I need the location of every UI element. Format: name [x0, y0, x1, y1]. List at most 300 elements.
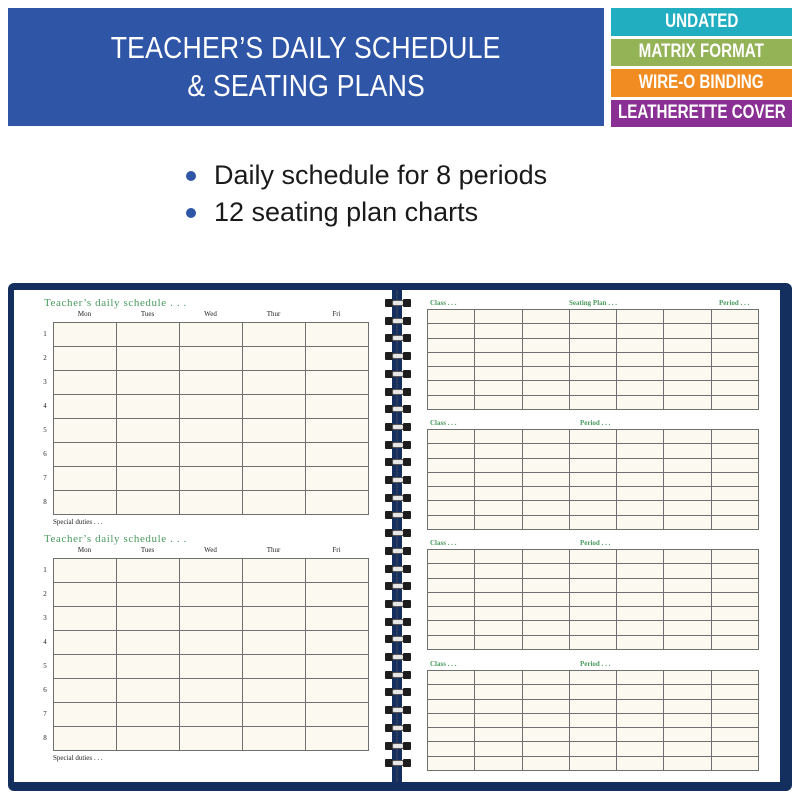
- seat-cell[interactable]: [711, 685, 758, 699]
- schedule-cell[interactable]: [243, 583, 306, 607]
- seat-cell[interactable]: [522, 444, 569, 458]
- seat-cell[interactable]: [475, 324, 522, 338]
- schedule-cell[interactable]: [54, 679, 117, 703]
- seat-cell[interactable]: [428, 458, 475, 472]
- schedule-cell[interactable]: [243, 467, 306, 491]
- seat-cell[interactable]: [569, 756, 616, 770]
- seat-cell[interactable]: [475, 338, 522, 352]
- seat-cell[interactable]: [711, 381, 758, 395]
- seat-cell[interactable]: [711, 310, 758, 324]
- seat-cell[interactable]: [428, 352, 475, 366]
- schedule-cell[interactable]: [117, 467, 180, 491]
- schedule-cell[interactable]: [306, 419, 369, 443]
- seat-cell[interactable]: [617, 338, 664, 352]
- schedule-cell[interactable]: [306, 347, 369, 371]
- badge-matrix-format: MATRIX FORMAT: [611, 39, 792, 67]
- period-number: 6: [43, 686, 47, 694]
- seat-cell[interactable]: [475, 367, 522, 381]
- schedule-cell[interactable]: [180, 679, 243, 703]
- seat-cell[interactable]: [617, 458, 664, 472]
- schedule-cell[interactable]: [117, 631, 180, 655]
- seat-cell[interactable]: [569, 607, 616, 621]
- seat-cell[interactable]: [569, 728, 616, 742]
- seat-cell[interactable]: [522, 578, 569, 592]
- seat-cell[interactable]: [711, 713, 758, 727]
- seat-cell[interactable]: [428, 592, 475, 606]
- product-title-banner: [8, 8, 604, 126]
- schedule-cell[interactable]: [54, 727, 117, 751]
- seat-cell[interactable]: [664, 607, 711, 621]
- seat-cell[interactable]: [664, 458, 711, 472]
- schedule-cell[interactable]: [306, 703, 369, 727]
- seat-cell[interactable]: [664, 592, 711, 606]
- seat-cell[interactable]: [475, 352, 522, 366]
- schedule-cell[interactable]: [243, 655, 306, 679]
- seat-cell[interactable]: [664, 367, 711, 381]
- seat-cell[interactable]: [617, 756, 664, 770]
- seat-cell[interactable]: [711, 756, 758, 770]
- binding-ring-icon: [385, 688, 411, 696]
- seat-cell[interactable]: [711, 564, 758, 578]
- seat-cell[interactable]: [428, 621, 475, 635]
- seat-cell[interactable]: [428, 395, 475, 409]
- schedule-cell[interactable]: [243, 491, 306, 515]
- seat-cell[interactable]: [664, 395, 711, 409]
- seat-cell[interactable]: [475, 635, 522, 649]
- seat-cell[interactable]: [617, 685, 664, 699]
- seat-cell[interactable]: [522, 607, 569, 621]
- seat-cell[interactable]: [522, 367, 569, 381]
- schedule-cell[interactable]: [117, 347, 180, 371]
- seat-cell[interactable]: [711, 324, 758, 338]
- seat-cell[interactable]: [569, 621, 616, 635]
- seat-cell[interactable]: [475, 607, 522, 621]
- period-number: 7: [43, 710, 47, 718]
- schedule-cell[interactable]: [54, 323, 117, 347]
- period-number: 7: [43, 474, 47, 482]
- binding-ring-icon: [385, 759, 411, 767]
- schedule-cell[interactable]: [180, 631, 243, 655]
- schedule-cell[interactable]: [306, 491, 369, 515]
- seat-cell[interactable]: [711, 458, 758, 472]
- schedule-grid: [53, 322, 369, 515]
- seat-cell[interactable]: [428, 685, 475, 699]
- seat-cell[interactable]: [569, 324, 616, 338]
- seat-cell[interactable]: [522, 592, 569, 606]
- schedule-cell[interactable]: [180, 419, 243, 443]
- seat-cell[interactable]: [475, 310, 522, 324]
- seat-cell[interactable]: [617, 472, 664, 486]
- seat-cell[interactable]: [522, 699, 569, 713]
- seat-cell[interactable]: [522, 713, 569, 727]
- schedule-cell[interactable]: [306, 395, 369, 419]
- seat-cell[interactable]: [617, 515, 664, 529]
- schedule-cell[interactable]: [54, 347, 117, 371]
- seat-cell[interactable]: [522, 472, 569, 486]
- seat-cell[interactable]: [711, 578, 758, 592]
- schedule-cell[interactable]: [54, 491, 117, 515]
- seat-cell[interactable]: [522, 352, 569, 366]
- schedule-cell[interactable]: [243, 679, 306, 703]
- schedule-cell[interactable]: [54, 443, 117, 467]
- seat-cell[interactable]: [522, 501, 569, 515]
- seat-cell[interactable]: [664, 699, 711, 713]
- seat-cell[interactable]: [475, 756, 522, 770]
- binding-ring-icon: [385, 529, 411, 537]
- seat-cell[interactable]: [711, 352, 758, 366]
- seat-cell[interactable]: [617, 487, 664, 501]
- seat-cell[interactable]: [569, 713, 616, 727]
- seat-cell[interactable]: [664, 515, 711, 529]
- seat-cell[interactable]: [569, 381, 616, 395]
- seat-cell[interactable]: [569, 472, 616, 486]
- seat-cell[interactable]: [522, 487, 569, 501]
- seat-cell[interactable]: [569, 501, 616, 515]
- seat-cell[interactable]: [428, 635, 475, 649]
- seat-cell[interactable]: [569, 458, 616, 472]
- seat-cell[interactable]: [475, 550, 522, 564]
- schedule-cell[interactable]: [306, 727, 369, 751]
- seat-cell[interactable]: [522, 671, 569, 685]
- schedule-cell[interactable]: [117, 491, 180, 515]
- seat-cell[interactable]: [475, 381, 522, 395]
- seat-cell[interactable]: [664, 564, 711, 578]
- seat-cell[interactable]: [617, 728, 664, 742]
- seat-cell[interactable]: [569, 395, 616, 409]
- seat-cell[interactable]: [428, 713, 475, 727]
- seating-plan-label: Seating Plan . . .: [569, 299, 618, 307]
- seat-cell[interactable]: [428, 367, 475, 381]
- period-label: Period . . .: [580, 539, 611, 547]
- seat-cell[interactable]: [522, 515, 569, 529]
- day-header: Fri: [332, 546, 341, 554]
- seat-cell[interactable]: [711, 728, 758, 742]
- schedule-cell[interactable]: [54, 703, 117, 727]
- seat-cell[interactable]: [711, 367, 758, 381]
- binding-ring-icon: [385, 476, 411, 484]
- schedule-cell[interactable]: [54, 631, 117, 655]
- seat-cell[interactable]: [664, 381, 711, 395]
- schedule-cell[interactable]: [180, 559, 243, 583]
- seat-cell[interactable]: [617, 671, 664, 685]
- seat-cell[interactable]: [475, 430, 522, 444]
- seat-cell[interactable]: [617, 607, 664, 621]
- seat-cell[interactable]: [522, 728, 569, 742]
- seat-cell[interactable]: [711, 444, 758, 458]
- seat-cell[interactable]: [522, 310, 569, 324]
- seat-cell[interactable]: [664, 324, 711, 338]
- schedule-cell[interactable]: [180, 655, 243, 679]
- seat-cell[interactable]: [475, 564, 522, 578]
- schedule-cell[interactable]: [180, 371, 243, 395]
- schedule-cell[interactable]: [54, 419, 117, 443]
- seat-cell[interactable]: [428, 699, 475, 713]
- seat-cell[interactable]: [428, 338, 475, 352]
- schedule-cell[interactable]: [117, 395, 180, 419]
- seat-cell[interactable]: [711, 592, 758, 606]
- seat-cell[interactable]: [664, 671, 711, 685]
- binding-ring-icon: [385, 582, 411, 590]
- schedule-cell[interactable]: [54, 607, 117, 631]
- schedule-cell[interactable]: [180, 395, 243, 419]
- seat-cell[interactable]: [617, 381, 664, 395]
- seat-cell[interactable]: [711, 487, 758, 501]
- seat-cell[interactable]: [664, 578, 711, 592]
- seat-cell[interactable]: [428, 550, 475, 564]
- seat-cell[interactable]: [711, 607, 758, 621]
- seat-cell[interactable]: [569, 352, 616, 366]
- seat-cell[interactable]: [617, 310, 664, 324]
- seat-cell[interactable]: [428, 564, 475, 578]
- seat-cell[interactable]: [475, 621, 522, 635]
- seat-cell[interactable]: [617, 501, 664, 515]
- seat-cell[interactable]: [522, 324, 569, 338]
- seat-cell[interactable]: [569, 515, 616, 529]
- seat-cell[interactable]: [569, 578, 616, 592]
- seat-cell[interactable]: [617, 395, 664, 409]
- seat-cell[interactable]: [475, 472, 522, 486]
- period-number: 1: [43, 566, 47, 574]
- schedule-cell[interactable]: [243, 607, 306, 631]
- seat-cell[interactable]: [522, 381, 569, 395]
- schedule-cell[interactable]: [180, 443, 243, 467]
- schedule-cell[interactable]: [117, 703, 180, 727]
- seat-cell[interactable]: [617, 578, 664, 592]
- period-number: 4: [43, 402, 47, 410]
- schedule-cell[interactable]: [117, 419, 180, 443]
- seat-cell[interactable]: [475, 515, 522, 529]
- seat-cell[interactable]: [522, 564, 569, 578]
- seat-cell[interactable]: [475, 578, 522, 592]
- seat-cell[interactable]: [664, 728, 711, 742]
- seat-cell[interactable]: [569, 487, 616, 501]
- seat-cell[interactable]: [522, 635, 569, 649]
- seat-cell[interactable]: [522, 685, 569, 699]
- seat-cell[interactable]: [522, 621, 569, 635]
- seat-cell[interactable]: [664, 756, 711, 770]
- seat-cell[interactable]: [428, 728, 475, 742]
- schedule-cell[interactable]: [243, 559, 306, 583]
- seat-cell[interactable]: [664, 310, 711, 324]
- seat-cell[interactable]: [664, 430, 711, 444]
- seat-cell[interactable]: [617, 324, 664, 338]
- seat-cell[interactable]: [569, 742, 616, 756]
- seat-cell[interactable]: [711, 550, 758, 564]
- schedule-cell[interactable]: [180, 727, 243, 751]
- seat-cell[interactable]: [569, 367, 616, 381]
- schedule-cell[interactable]: [243, 727, 306, 751]
- seat-cell[interactable]: [711, 338, 758, 352]
- schedule-cell[interactable]: [180, 347, 243, 371]
- schedule-cell[interactable]: [180, 491, 243, 515]
- binding-ring-icon: [385, 724, 411, 732]
- seat-cell[interactable]: [664, 338, 711, 352]
- seat-cell[interactable]: [428, 472, 475, 486]
- schedule-cell[interactable]: [180, 703, 243, 727]
- schedule-cell[interactable]: [117, 727, 180, 751]
- seat-cell[interactable]: [475, 592, 522, 606]
- seat-cell[interactable]: [522, 756, 569, 770]
- seat-cell[interactable]: [711, 699, 758, 713]
- seat-cell[interactable]: [522, 338, 569, 352]
- seat-cell[interactable]: [475, 699, 522, 713]
- seat-cell[interactable]: [711, 501, 758, 515]
- seat-cell[interactable]: [475, 742, 522, 756]
- seat-cell[interactable]: [617, 635, 664, 649]
- schedule-cell[interactable]: [306, 559, 369, 583]
- seat-cell[interactable]: [664, 550, 711, 564]
- schedule-cell[interactable]: [243, 443, 306, 467]
- seat-cell[interactable]: [569, 564, 616, 578]
- binding-ring-icon: [385, 423, 411, 431]
- seat-cell[interactable]: [617, 592, 664, 606]
- seat-cell[interactable]: [569, 635, 616, 649]
- schedule-cell[interactable]: [54, 371, 117, 395]
- schedule-cell[interactable]: [180, 607, 243, 631]
- seat-cell[interactable]: [428, 430, 475, 444]
- binding-ring-icon: [385, 388, 411, 396]
- seat-cell[interactable]: [569, 685, 616, 699]
- special-duties-label: Special duties . . .: [53, 518, 103, 526]
- seat-cell[interactable]: [664, 621, 711, 635]
- seat-cell[interactable]: [569, 338, 616, 352]
- schedule-cell[interactable]: [243, 323, 306, 347]
- seat-cell[interactable]: [428, 742, 475, 756]
- schedule-cell[interactable]: [243, 419, 306, 443]
- seat-cell[interactable]: [664, 444, 711, 458]
- seat-cell[interactable]: [475, 487, 522, 501]
- seat-cell[interactable]: [617, 352, 664, 366]
- seat-cell[interactable]: [711, 395, 758, 409]
- seat-cell[interactable]: [428, 515, 475, 529]
- seat-cell[interactable]: [711, 515, 758, 529]
- schedule-cell[interactable]: [117, 679, 180, 703]
- seat-cell[interactable]: [664, 352, 711, 366]
- schedule-cell[interactable]: [243, 631, 306, 655]
- seat-cell[interactable]: [522, 395, 569, 409]
- schedule-cell[interactable]: [54, 559, 117, 583]
- seat-cell[interactable]: [475, 728, 522, 742]
- seat-cell[interactable]: [428, 310, 475, 324]
- seat-cell[interactable]: [569, 671, 616, 685]
- seat-cell[interactable]: [522, 430, 569, 444]
- seat-cell[interactable]: [664, 472, 711, 486]
- schedule-cell[interactable]: [306, 467, 369, 491]
- bullet-item: 12 seating plan charts: [186, 194, 547, 231]
- schedule-cell[interactable]: [306, 443, 369, 467]
- seat-cell[interactable]: [664, 742, 711, 756]
- seat-cell[interactable]: [664, 501, 711, 515]
- seat-cell[interactable]: [711, 472, 758, 486]
- seat-cell[interactable]: [522, 550, 569, 564]
- schedule-cell[interactable]: [306, 607, 369, 631]
- schedule-cell[interactable]: [180, 583, 243, 607]
- schedule-cell[interactable]: [306, 371, 369, 395]
- schedule-cell[interactable]: [54, 655, 117, 679]
- schedule-cell[interactable]: [306, 631, 369, 655]
- seat-cell[interactable]: [664, 713, 711, 727]
- schedule-cell[interactable]: [117, 323, 180, 347]
- seat-cell[interactable]: [711, 430, 758, 444]
- seat-cell[interactable]: [428, 756, 475, 770]
- seat-cell[interactable]: [617, 430, 664, 444]
- seat-cell[interactable]: [522, 742, 569, 756]
- seat-cell[interactable]: [617, 550, 664, 564]
- period-number: 2: [43, 590, 47, 598]
- seat-cell[interactable]: [475, 458, 522, 472]
- seat-cell[interactable]: [428, 578, 475, 592]
- seat-cell[interactable]: [475, 685, 522, 699]
- seat-cell[interactable]: [711, 671, 758, 685]
- seat-cell[interactable]: [428, 501, 475, 515]
- schedule-cell[interactable]: [117, 655, 180, 679]
- schedule-cell[interactable]: [54, 395, 117, 419]
- schedule-cell[interactable]: [243, 703, 306, 727]
- seat-cell[interactable]: [617, 621, 664, 635]
- seat-cell[interactable]: [617, 699, 664, 713]
- seat-cell[interactable]: [428, 324, 475, 338]
- seat-cell[interactable]: [617, 444, 664, 458]
- schedule-cell[interactable]: [306, 323, 369, 347]
- schedule-cell[interactable]: [54, 467, 117, 491]
- seat-cell[interactable]: [569, 310, 616, 324]
- seat-cell[interactable]: [711, 621, 758, 635]
- schedule-cell[interactable]: [243, 347, 306, 371]
- seat-cell[interactable]: [475, 444, 522, 458]
- binding-ring-icon: [385, 653, 411, 661]
- schedule-cell[interactable]: [306, 679, 369, 703]
- schedule-cell[interactable]: [54, 583, 117, 607]
- seat-cell[interactable]: [428, 671, 475, 685]
- seat-cell[interactable]: [664, 685, 711, 699]
- seat-cell[interactable]: [428, 444, 475, 458]
- seat-cell[interactable]: [664, 635, 711, 649]
- seat-cell[interactable]: [617, 742, 664, 756]
- seat-cell[interactable]: [569, 699, 616, 713]
- schedule-cell[interactable]: [243, 371, 306, 395]
- seat-cell[interactable]: [569, 430, 616, 444]
- schedule-cell[interactable]: [117, 559, 180, 583]
- schedule-cell[interactable]: [306, 583, 369, 607]
- seat-cell[interactable]: [711, 742, 758, 756]
- schedule-cell[interactable]: [117, 443, 180, 467]
- seat-cell[interactable]: [522, 458, 569, 472]
- schedule-cell[interactable]: [306, 655, 369, 679]
- seat-cell[interactable]: [569, 550, 616, 564]
- day-header: Fri: [332, 310, 341, 318]
- seat-cell[interactable]: [711, 635, 758, 649]
- seat-cell[interactable]: [569, 592, 616, 606]
- schedule-cell[interactable]: [117, 607, 180, 631]
- seat-cell[interactable]: [664, 487, 711, 501]
- seat-cell[interactable]: [475, 395, 522, 409]
- schedule-cell[interactable]: [180, 467, 243, 491]
- seat-cell[interactable]: [475, 671, 522, 685]
- seat-cell[interactable]: [428, 607, 475, 621]
- schedule-cell[interactable]: [180, 323, 243, 347]
- schedule-cell[interactable]: [117, 583, 180, 607]
- seat-cell[interactable]: [475, 713, 522, 727]
- seat-cell[interactable]: [617, 564, 664, 578]
- schedule-cell[interactable]: [243, 395, 306, 419]
- seat-cell[interactable]: [428, 381, 475, 395]
- seat-cell[interactable]: [475, 501, 522, 515]
- seat-cell[interactable]: [569, 444, 616, 458]
- seat-cell[interactable]: [617, 367, 664, 381]
- schedule-cell[interactable]: [117, 371, 180, 395]
- seat-cell[interactable]: [617, 713, 664, 727]
- seat-cell[interactable]: [428, 487, 475, 501]
